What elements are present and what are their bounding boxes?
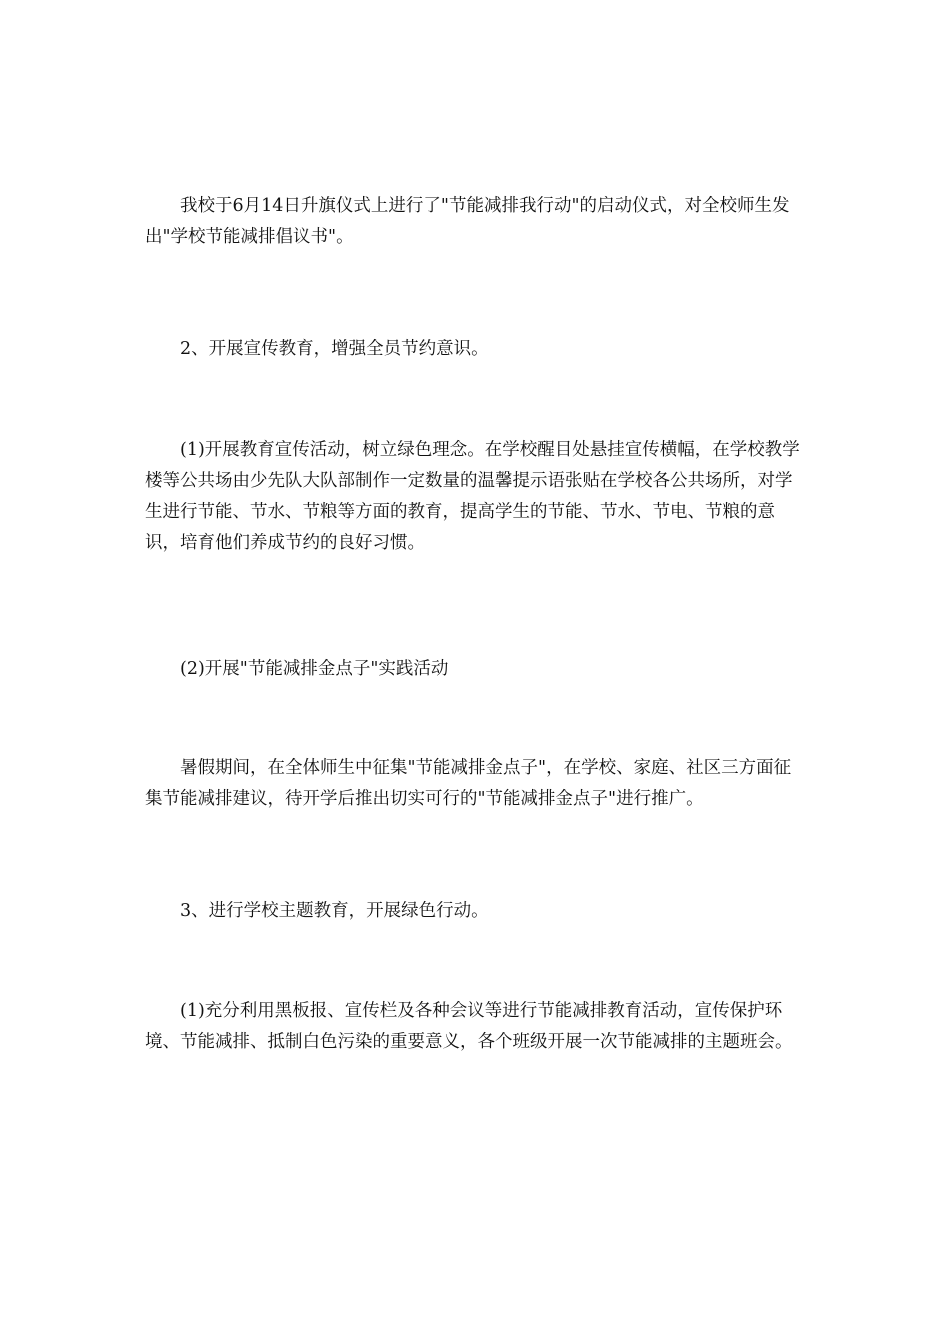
subheading-golden-ideas: (2)开展"节能减排金点子"实践活动 bbox=[180, 659, 449, 679]
paragraph-blackboard-meetings: (1)充分利用黑板报、宣传栏及各种会议等进行节能减排教育活动，宣传保护环境、节能减排、抵制白色污染的重要意义，各个班级开展一次节能减排的主题班会。 bbox=[145, 1001, 793, 1052]
heading-publicity-education: 2、开展宣传教育，增强全员节约意识。 bbox=[180, 339, 489, 359]
heading-theme-education: 3、进行学校主题教育，开展绿色行动。 bbox=[180, 901, 489, 921]
paragraph-publicity-activities: (1)开展教育宣传活动，树立绿色理念。在学校醒目处悬挂宣传横幅，在学校教学楼等公共场由少先队大队部制作一定数量的温馨提示语张贴在学校各公共场所，对学生进行节能、节水、节粮等方面的教育，提高学生的节能、节水、节电、节粮的意识，培育他们养成节约的良好习惯。 bbox=[145, 440, 800, 553]
paragraph-launch-ceremony: 我校于6月14日升旗仪式上进行了"节能减排我行动"的启动仪式，对全校师生发出"学校节能减排倡议书"。 bbox=[145, 196, 790, 247]
paragraph-summer-ideas: 暑假期间，在全体师生中征集"节能减排金点子"，在学校、家庭、社区三方面征集节能减排建议，待开学后推出切实可行的"节能减排金点子"进行推广。 bbox=[145, 758, 792, 809]
